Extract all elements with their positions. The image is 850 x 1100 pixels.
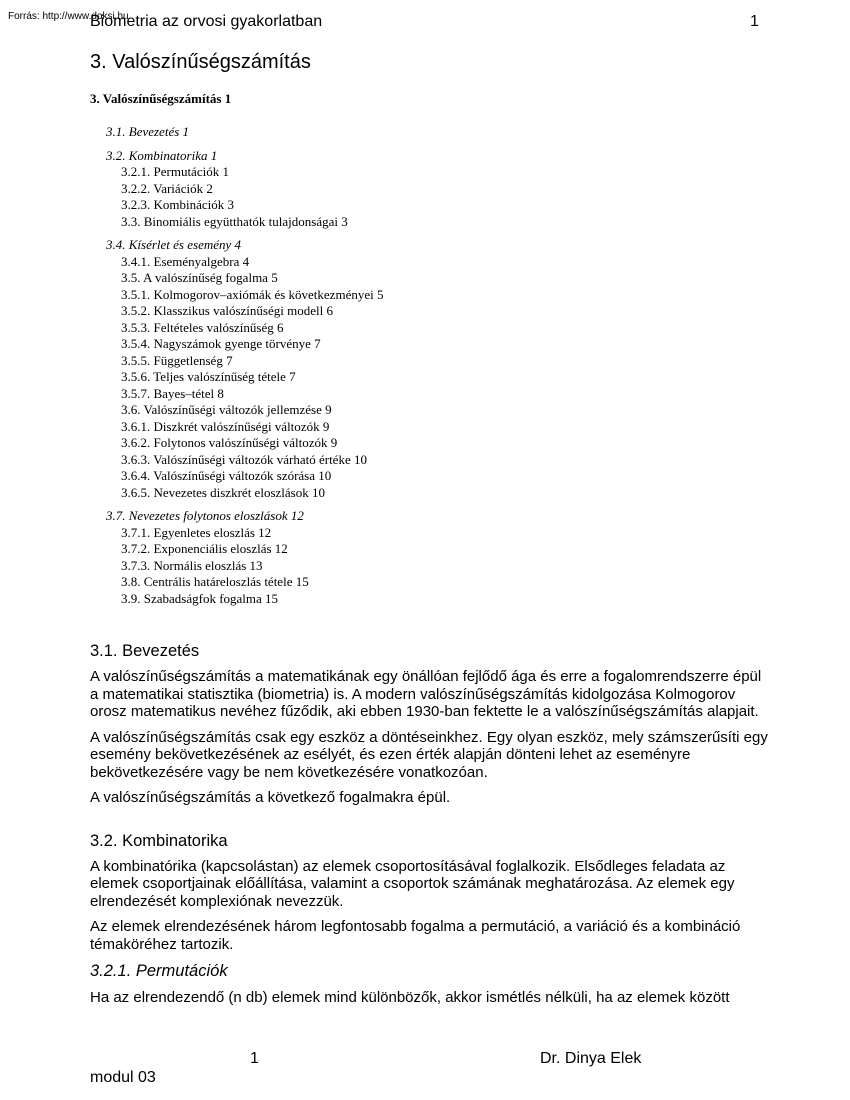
toc-heading[interactable]: 3. Valószínűségszámítás 1 [90, 91, 232, 106]
paragraph: A valószínűségszámítás a matematikának egy önállóan fejlődő ága és erre a fogalomrendszerre épül a matematikai statisztika (biometria) is. A modern valószínűségszámítás kidolgozása Kolmogorov orosz matematikus nevéhez fűződik, aki ebben 1930-ban fektette le a valószínűségszámítás alapjait. [90, 668, 762, 720]
toc-item[interactable]: 3.5.1. Kolmogorov–axiómák és következményei 5 [121, 286, 384, 302]
footer-page-number: 1 [250, 1050, 259, 1067]
paragraph: A kombinatórika (kapcsolástan) az elemek csoportosításával foglalkozik. Elsődleges feladata az elemek csoportjainak előállítása, valamint a csoportok számának meghatározása. Az elemek egy elrendezését komplexiónak nevezzük. [90, 857, 735, 910]
table-of-contents [106, 124, 606, 607]
toc-item[interactable]: 3.2.2. Variációk 2 [121, 180, 213, 196]
paragraph: A valószínűségszámítás a következő fogalmakra épül. [90, 789, 451, 806]
section-heading-bevezetes: 3.1. Bevezetés [90, 642, 200, 660]
toc-item[interactable]: 3.2.1. Permutációk 1 [121, 164, 229, 179]
toc-item[interactable]: 3.6.1. Diszkrét valószínűségi változók 9 [121, 418, 330, 434]
page-title: 3. Valószínűségszámítás [90, 51, 311, 73]
toc-item[interactable]: 3.2.3. Kombinációk 3 [121, 197, 235, 212]
toc-item[interactable]: 3.6.2. Folytonos valószínűségi változók 9 [121, 435, 338, 450]
toc-item[interactable]: 3.9. Szabadságfok fogalma 15 [121, 590, 279, 606]
footer-module: modul 03 [90, 1069, 156, 1086]
source-note: Forrás: http://www.doksi.hu [8, 11, 129, 22]
toc-section-kombinatorika[interactable]: 3.2. Kombinatorika 1 [106, 147, 218, 163]
toc-item[interactable]: 3.7.1. Egyenletes eloszlás 12 [121, 524, 272, 540]
toc-item[interactable]: 3.5.6. Teljes valószínűség tétele 7 [121, 369, 296, 384]
toc-item[interactable]: 3.6.5. Nevezetes diszkrét eloszlások 10 [121, 484, 325, 500]
toc-item[interactable]: 3.7.2. Exponenciális eloszlás 12 [121, 541, 288, 556]
main-content [90, 641, 770, 1015]
toc-item[interactable]: 3.6. Valószínűségi változók jellemzése 9 [121, 402, 332, 417]
toc-item[interactable]: 3.5.2. Klasszikus valószínűségi modell 6 [121, 303, 333, 318]
toc-item[interactable]: 3.4.1. Eseményalgebra 4 [121, 253, 250, 269]
toc-item[interactable]: 3.7.3. Normális eloszlás 13 [121, 557, 263, 573]
toc-item[interactable]: 3.5.3. Feltételes valószínűség 6 [121, 319, 284, 335]
toc-item[interactable]: 3.8. Centrális határeloszlás tétele 15 [121, 574, 309, 589]
running-title: Biometria az orvosi gyakorlatban [90, 13, 323, 30]
toc-item[interactable]: 3.5.7. Bayes–tétel 8 [121, 385, 224, 401]
toc-section-folytonos[interactable]: 3.7. Nevezetes folytonos eloszlások 12 [106, 508, 304, 523]
toc-item[interactable]: 3.6.3. Valószínűségi változók várható értéke 10 [121, 451, 367, 467]
section-heading-kombinatorika: 3.2. Kombinatorika [90, 831, 228, 850]
toc-item[interactable]: 3.3. Binomiális együtthatók tulajdonságai 3 [121, 213, 348, 229]
page-number-top: 1 [750, 13, 759, 30]
toc-item[interactable]: 3.6.4. Valószínűségi változók szórása 10 [121, 468, 332, 483]
toc-section-bevezetes[interactable]: 3.1. Bevezetés 1 [106, 124, 190, 139]
toc-item[interactable]: 3.5. A valószínűség fogalma 5 [121, 270, 278, 285]
paragraph: Az elemek elrendezésének három legfontosabb fogalma a permutáció, a variáció és a kombináció témaköréhez tartozik. [90, 918, 741, 953]
paragraph: Ha az elrendezendő (n db) elemek mind különbözők, akkor ismétlés nélküli, ha az elemek között [90, 989, 730, 1006]
paragraph: A valószínűségszámítás csak egy eszköz a döntéseinkhez. Egy olyan eszköz, mely számszerűsíti egy esemény bekövetkezésének az esélyét, és ezen érték alapján dönteni lehet az eseményre bekövetkezésére vagy be nem következésére vonatkozóan. [90, 728, 768, 781]
toc-item[interactable]: 3.5.5. Függetlenség 7 [121, 352, 233, 368]
toc-section-kiserlet[interactable]: 3.4. Kísérlet és esemény 4 [106, 237, 242, 252]
toc-item[interactable]: 3.5.4. Nagyszámok gyenge törvénye 7 [121, 336, 321, 351]
subsection-heading-permutaciok: 3.2.1. Permutációk [90, 962, 228, 980]
footer-author: Dr. Dinya Elek [540, 1050, 642, 1067]
